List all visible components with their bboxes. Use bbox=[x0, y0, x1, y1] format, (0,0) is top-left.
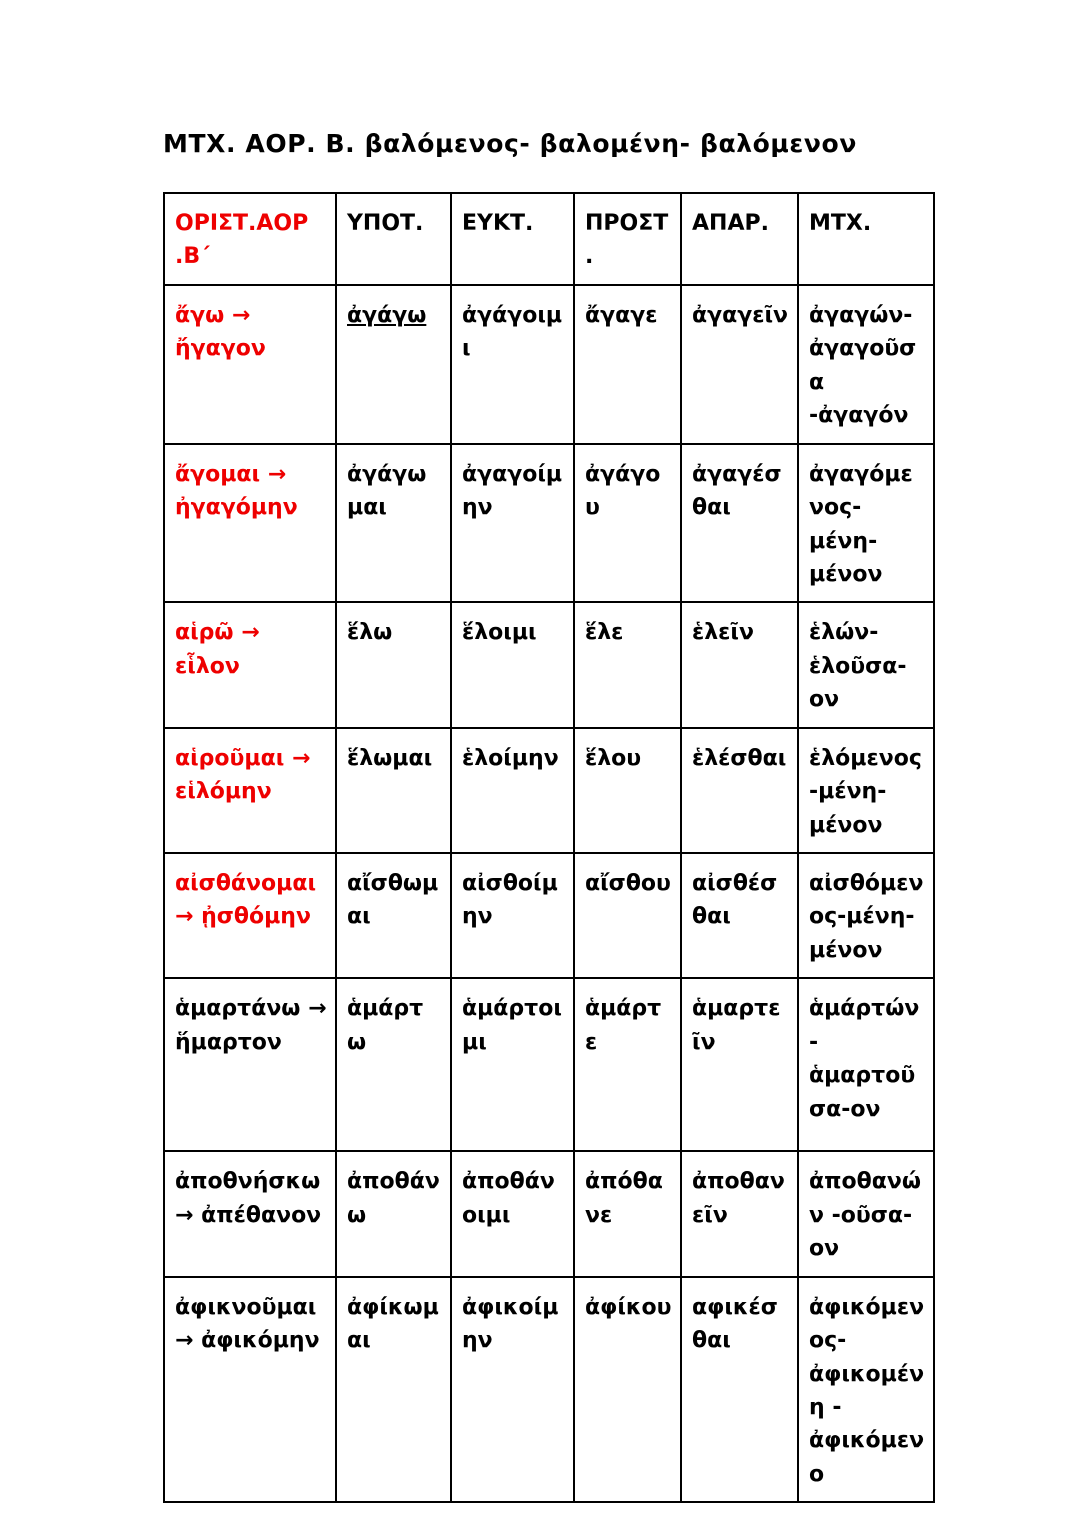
cell-apar: ἑλέσθαι bbox=[681, 728, 798, 853]
cell-eykt: αἰσθοίμην bbox=[451, 853, 574, 978]
cell-mtx: ἑλόμενος-μένη-μένον bbox=[798, 728, 934, 853]
cell-apar: ἀποθανεῖν bbox=[681, 1151, 798, 1276]
cell-ypot: ἀποθάνω bbox=[336, 1151, 451, 1276]
cell-lemma: ἄγομαι → ἠγαγόμην bbox=[164, 444, 336, 603]
cell-prost: ἀπόθανε bbox=[574, 1151, 681, 1276]
table-row bbox=[164, 602, 934, 727]
cell-eykt: ἀποθάνοιμι bbox=[451, 1151, 574, 1276]
cell-ypot: ἀγάγωμαι bbox=[336, 444, 451, 603]
cell-mtx: ἁμάρτών - ἁμαρτοῦσα-ον bbox=[798, 978, 934, 1151]
cell-eykt: ἀγαγοίμην bbox=[451, 444, 574, 603]
cell-eykt: ἁμάρτοιμι bbox=[451, 978, 574, 1151]
table-header-row bbox=[164, 193, 934, 285]
cell-ypot: ἁμάρτω bbox=[336, 978, 451, 1151]
table-row bbox=[164, 853, 934, 978]
cell-lemma: αἰσθάνομαι → ᾐσθόμην bbox=[164, 853, 336, 978]
cell-mtx: αἰσθόμενος-μένη-μένον bbox=[798, 853, 934, 978]
cell-eykt: ἀφικοίμην bbox=[451, 1277, 574, 1503]
cell-apar: ἑλεῖν bbox=[681, 602, 798, 727]
cell-eykt: ἕλοιμι bbox=[451, 602, 574, 727]
cell-lemma: ἀποθνήσκω → ἀπέθανον bbox=[164, 1151, 336, 1276]
column-header-orist-aor-b: ΟΡΙΣΤ.ΑΟΡ .Β΄ bbox=[164, 193, 336, 285]
table-row bbox=[164, 285, 934, 444]
cell-ypot: ἕλω bbox=[336, 602, 451, 727]
column-header-apar: ΑΠΑΡ. bbox=[681, 193, 798, 285]
cell-apar: αἰσθέσθαι bbox=[681, 853, 798, 978]
aorist-conjugation-table bbox=[163, 192, 935, 1503]
cell-mtx: ἑλών-ἑλοῦσα-ον bbox=[798, 602, 934, 727]
table-row bbox=[164, 444, 934, 603]
cell-ypot: αἴσθωμαι bbox=[336, 853, 451, 978]
cell-mtx: ἀγαγών-ἀγαγοῦσα -ἀγαγόν bbox=[798, 285, 934, 444]
cell-prost: ἕλου bbox=[574, 728, 681, 853]
cell-prost: ἄγαγε bbox=[574, 285, 681, 444]
cell-apar: αφικέσθαι bbox=[681, 1277, 798, 1503]
table-row bbox=[164, 728, 934, 853]
page-title: ΜΤΧ. ΑΟΡ. Β. βαλόμενος- βαλομένη- βαλόμενον bbox=[163, 129, 857, 158]
cell-ypot bbox=[336, 285, 451, 444]
table-row bbox=[164, 978, 934, 1151]
cell-mtx: ἀποθανών -οῦσα-ον bbox=[798, 1151, 934, 1276]
column-header-prost: ΠΡΟΣΤ. bbox=[574, 193, 681, 285]
cell-eykt: ἑλοίμην bbox=[451, 728, 574, 853]
cell-lemma: ἀφικνοῦμαι → ἀφικόμην bbox=[164, 1277, 336, 1503]
cell-ypot: ἕλωμαι bbox=[336, 728, 451, 853]
cell-prost: ἀγάγου bbox=[574, 444, 681, 603]
cell-prost: ἁμάρτε bbox=[574, 978, 681, 1151]
column-header-mtx: ΜΤΧ. bbox=[798, 193, 934, 285]
cell-mtx: ἀφικόμενος- ἀφικομένη - ἀφικόμενο bbox=[798, 1277, 934, 1503]
cell-apar: ἀγαγεῖν bbox=[681, 285, 798, 444]
cell-lemma: ἄγω → ἤγαγον bbox=[164, 285, 336, 444]
cell-prost: ἀφίκου bbox=[574, 1277, 681, 1503]
cell-lemma: αἱρῶ → εἷλον bbox=[164, 602, 336, 727]
table-row bbox=[164, 1151, 934, 1276]
cell-lemma: αἱροῦμαι → εἱλόμην bbox=[164, 728, 336, 853]
cell-apar: ἁμαρτεῖν bbox=[681, 978, 798, 1151]
ypot-value: ἀγάγω bbox=[347, 302, 427, 328]
cell-ypot: ἀφίκωμαι bbox=[336, 1277, 451, 1503]
cell-prost: αἴσθου bbox=[574, 853, 681, 978]
table-row bbox=[164, 1277, 934, 1503]
column-header-ypot: ΥΠΟΤ. bbox=[336, 193, 451, 285]
cell-mtx: ἀγαγόμενος-μένη-μένον bbox=[798, 444, 934, 603]
column-header-eykt: ΕΥΚΤ. bbox=[451, 193, 574, 285]
cell-apar: ἀγαγέσθαι bbox=[681, 444, 798, 603]
cell-prost: ἕλε bbox=[574, 602, 681, 727]
cell-eykt: ἀγάγοιμι bbox=[451, 285, 574, 444]
cell-lemma: ἁμαρτάνω → ἥμαρτον bbox=[164, 978, 336, 1151]
